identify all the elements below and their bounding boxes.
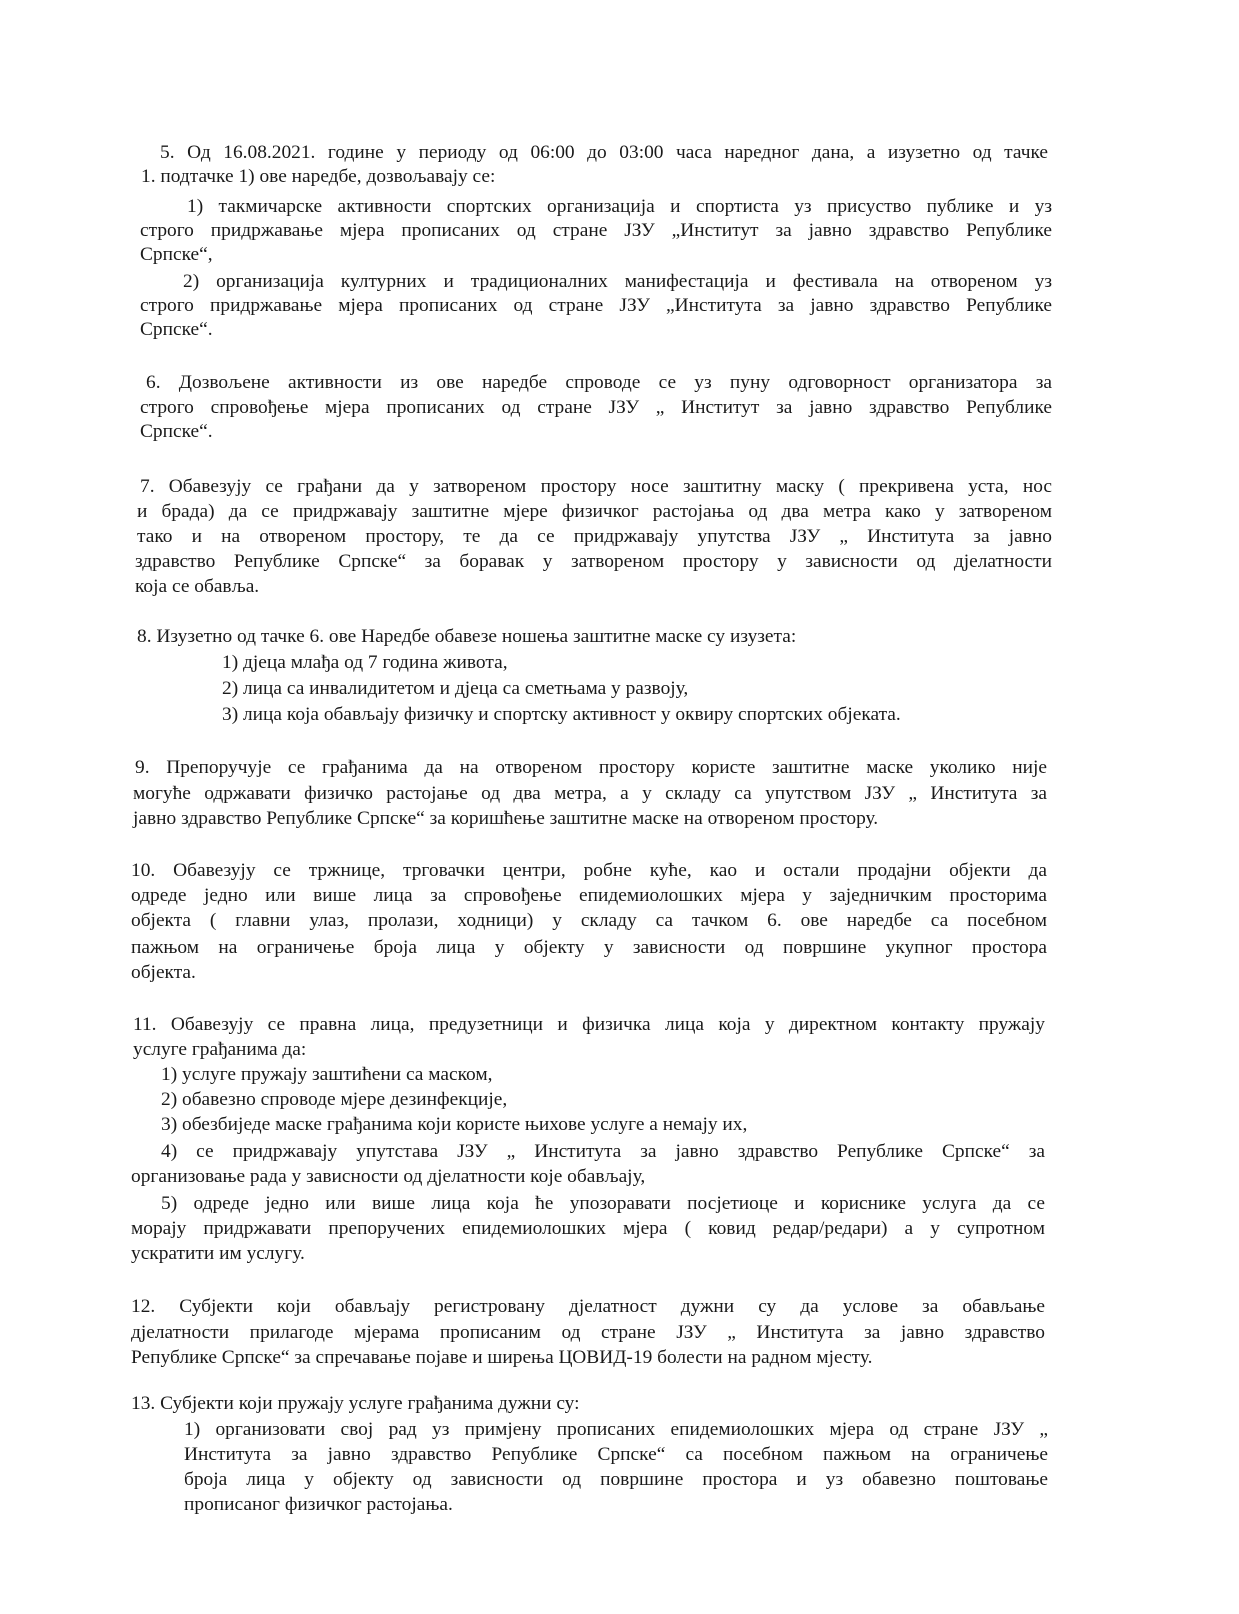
p9-line-3: јавно здравство Републике Српске“ за коришћење заштитне маске на отвореном простору. bbox=[133, 808, 879, 829]
p7-line-1: 7. Обавезују се грађани да у затвореном простору носе заштитну маску ( прекривена уста, нос bbox=[140, 476, 1052, 497]
p8-item-2: 2) лица са инвалидитетом и дјеца са сметњама у развоју, bbox=[222, 678, 689, 699]
p8-line-1: 8. Изузетно од тачке 6. ове Наредбе обавезе ношења заштитне маске су изузета: bbox=[137, 626, 797, 647]
p11-item-2: 2) обавезно спроводе мјере дезинфекције, bbox=[161, 1089, 508, 1110]
p5-item-1-line-1: 1) такмичарске активности спортских организација и спортиста уз присуство публике и уз bbox=[187, 196, 1052, 217]
p12-line-3: Републике Српске“ за спречавање појаве и ширења ЦОВИД-19 болести на радном мјесту. bbox=[131, 1347, 873, 1368]
p5-item-2-line-1: 2) организација културних и традиционалних манифестација и фестивала на отвореном уз bbox=[183, 271, 1052, 292]
p11-item-5-line-2: морају придржавати препоручених епидемиолошких мјера ( ковид редар/редари) а у супротном bbox=[131, 1218, 1045, 1239]
p7-line-4: здравство Републике Српске“ за боравак у затвореном простору у зависности од дјелатности bbox=[135, 551, 1052, 572]
p11-item-4-line-1: 4) се придржавају упутстава ЈЗУ „ Института за јавно здравство Републике Српске“ за bbox=[161, 1141, 1045, 1162]
p5-line-1: 5. Од 16.08.2021. године у периоду од 06:00 до 03:00 часа наредног дана, а изузетно од тачке bbox=[160, 142, 1048, 163]
p10-line-3: објекта ( главни улаз, пролази, ходници) у складу са тачком 6. ове наредбе са посебном bbox=[131, 910, 1047, 931]
p13-item-1-line-2: Института за јавно здравство Републике Српске“ са посебном пажњом на ограничење bbox=[184, 1444, 1048, 1465]
p10-line-5: објекта. bbox=[131, 962, 196, 983]
p9-line-1: 9. Препоручује се грађанима да на отвореном простору користе заштитне маске уколико није bbox=[135, 757, 1047, 778]
p13-item-1-line-3: броја лица у објекту од зависности од површине простора и уз обавезно поштовање bbox=[184, 1469, 1048, 1490]
p11-line-1: 11. Обавезују се правна лица, предузетници и физичка лица која у директном контакту пружају bbox=[133, 1014, 1045, 1035]
p5-item-1-line-3: Српске“, bbox=[140, 244, 213, 265]
p11-item-3: 3) обезбиједе маске грађанима који користе њихове услуге а немају их, bbox=[161, 1114, 748, 1135]
p8-item-1: 1) дјеца млађа од 7 година живота, bbox=[222, 652, 508, 673]
p11-item-5-line-3: ускратити им услугу. bbox=[131, 1243, 305, 1264]
p6-line-1: 6. Дозвољене активности из ове наредбе спроводе се уз пуну одговорност организатора за bbox=[146, 372, 1052, 393]
p12-line-1: 12. Субјекти који обављају регистровану дјелатност дужни су да услове за обављање bbox=[131, 1296, 1045, 1317]
p12-line-2: дјелатности прилагоде мјерама прописаним од стране ЈЗУ „ Института за јавно здравство bbox=[131, 1322, 1045, 1343]
p5-line-2: 1. подтачке 1) ове наредбе, дозвољавају се: bbox=[141, 166, 496, 187]
p11-item-1: 1) услуге пружају заштићени са маском, bbox=[161, 1064, 493, 1085]
p11-line-2: услуге грађанима да: bbox=[133, 1039, 307, 1060]
p13-item-1-line-4: прописаног физичког растојања. bbox=[184, 1494, 453, 1515]
p6-line-2: строго спровођење мјера прописаних од стране ЈЗУ „ Институт за јавно здравство Републике bbox=[140, 397, 1052, 418]
p7-line-3: тако и на отвореном простору, те да се придржавају упутства ЈЗУ „ Института за јавно bbox=[137, 526, 1052, 547]
p13-item-1-line-1: 1) организовати свој рад уз примјену прописаних епидемиолошких мјера од стране ЈЗУ „ bbox=[184, 1419, 1048, 1440]
p5-item-2-line-2: строго придржавање мјера прописаних од стране ЈЗУ „Института за јавно здравство Републике bbox=[140, 295, 1052, 316]
p13-line-1: 13. Субјекти који пружају услуге грађанима дужни су: bbox=[131, 1393, 580, 1414]
p10-line-1: 10. Обавезују се тржнице, трговачки центри, робне куће, као и остали продајни објекти да bbox=[131, 860, 1047, 881]
p10-line-4: пажњом на ограничење броја лица у објекту у зависности од површине укупног простора bbox=[131, 937, 1047, 958]
p9-line-2: могуће одржавати физичко растојање од два метра, а у складу са упутством ЈЗУ „ Института за bbox=[133, 783, 1047, 804]
p5-item-1-line-2: строго придржавање мјера прописаних од стране ЈЗУ „Институт за јавно здравство Републике bbox=[140, 220, 1052, 241]
p7-line-2: и брада) да се придржавају заштитне мјере физичког растојања од два метра како у затвореном bbox=[137, 501, 1052, 522]
p8-item-3: 3) лица која обављају физичку и спортску активност у оквиру спортских објеката. bbox=[222, 704, 901, 725]
p11-item-5-line-1: 5) одреде једно или више лица која ће упозоравати посјетиоце и кориснике услуга да се bbox=[161, 1193, 1045, 1214]
p6-line-3: Српске“. bbox=[140, 421, 213, 442]
p10-line-2: одреде једно или више лица за спровођење епидемиолошких мјера у заједничким просторима bbox=[131, 885, 1047, 906]
p11-item-4-line-2: организовање рада у зависности од дјелатности које обављају, bbox=[131, 1166, 646, 1187]
p7-line-5: која се обавља. bbox=[135, 576, 260, 597]
p5-item-2-line-3: Српске“. bbox=[140, 319, 213, 340]
